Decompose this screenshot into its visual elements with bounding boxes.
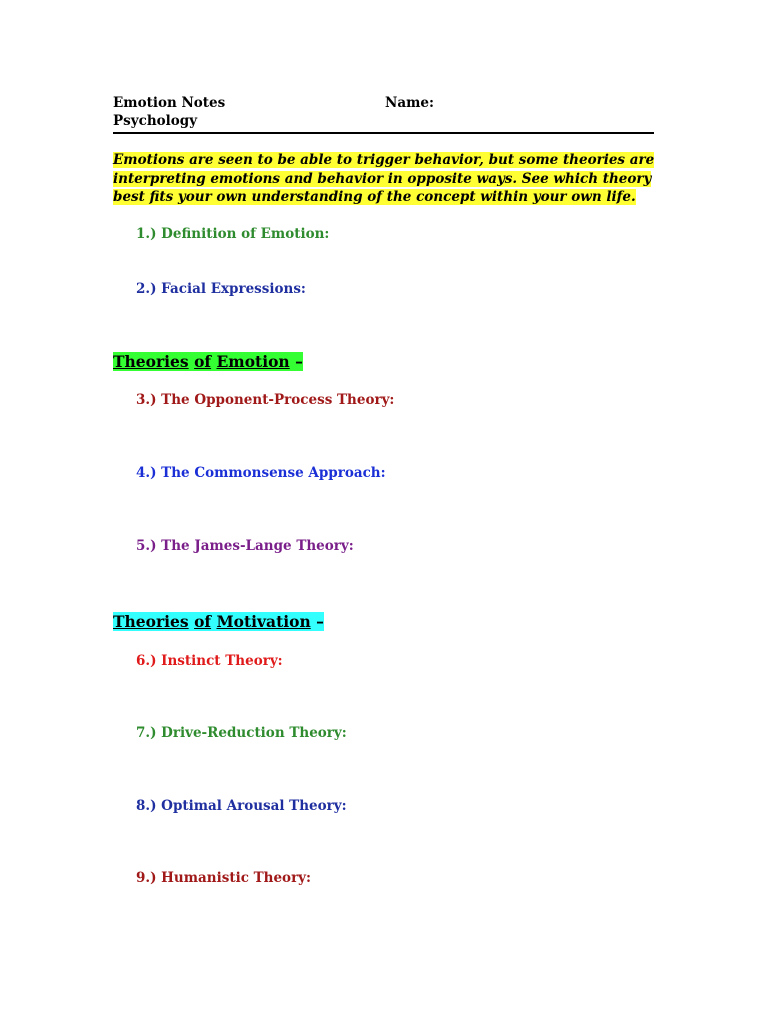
name-label: Name: [385,95,434,111]
section-emotion-word1: Theories [113,352,189,371]
section-motivation-word1: Theories [113,612,189,631]
item-humanistic-theory: 9.) Humanistic Theory: [136,870,312,886]
intro-paragraph [113,151,658,207]
section-motivation-word2: of [194,612,212,631]
item-drive-reduction-theory: 7.) Drive-Reduction Theory: [136,725,347,741]
item-commonsense-approach: 4.) The Commonsense Approach: [136,465,386,481]
intro-highlighted-text: Emotions are seen to be able to trigger behavior, but some theories are interpreting emotions and behavior in opposite ways. See which theory best fits your own understanding of the concept within your own life. [113,152,655,205]
section-motivation-word3: Motivation [216,612,311,631]
section-theories-of-motivation [113,612,324,632]
item-james-lange-theory: 5.) The James-Lange Theory: [136,538,354,554]
section-theories-of-emotion [113,352,303,372]
item-facial-expressions: 2.) Facial Expressions: [136,281,306,297]
item-instinct-theory: 6.) Instinct Theory: [136,653,283,669]
document-header [113,94,654,134]
document-subject: Psychology [113,113,198,129]
section-emotion-word2: of [194,352,212,371]
item-optimal-arousal-theory: 8.) Optimal Arousal Theory: [136,798,347,814]
section-motivation-dash: – [316,612,324,631]
section-emotion-dash: – [295,352,303,371]
item-definition-of-emotion: 1.) Definition of Emotion: [136,226,330,242]
section-emotion-word3: Emotion [216,352,290,371]
item-opponent-process-theory: 3.) The Opponent-Process Theory: [136,392,395,408]
document-title: Emotion Notes [113,95,226,111]
